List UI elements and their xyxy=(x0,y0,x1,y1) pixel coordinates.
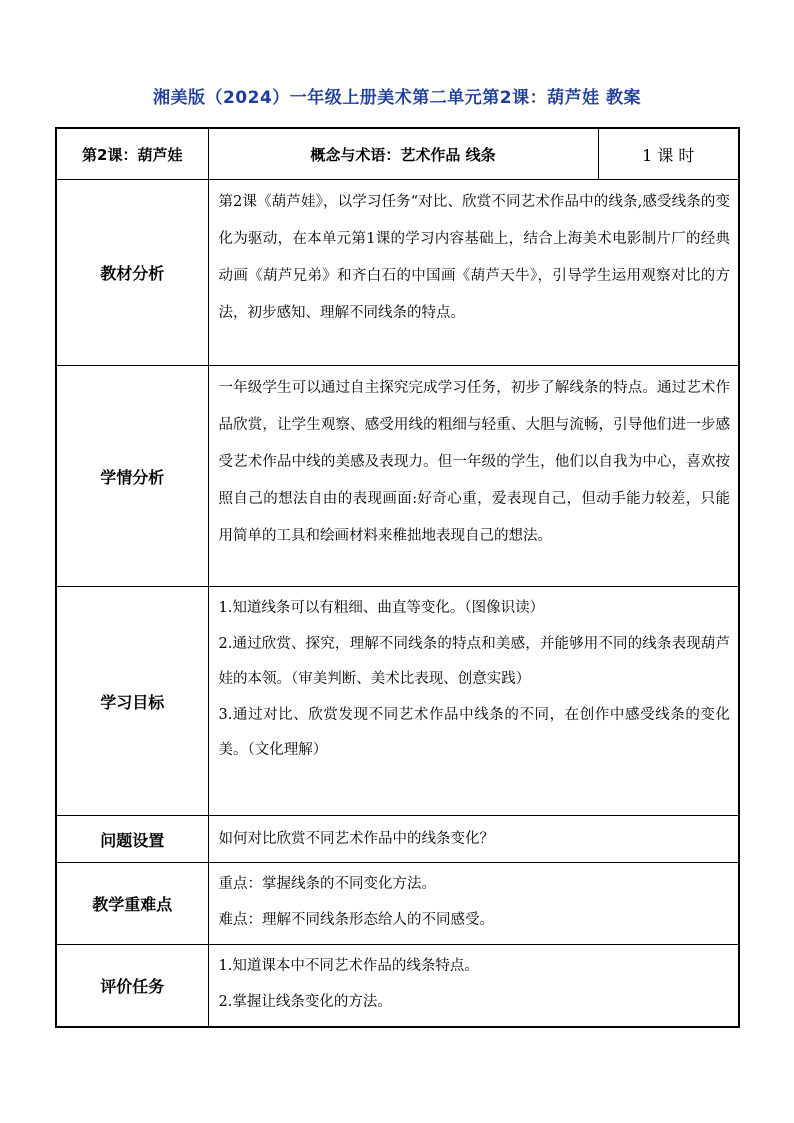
lesson-plan-table xyxy=(55,127,740,1028)
row-textbook-analysis xyxy=(56,180,739,366)
content-paragraph: 1.知道课本中不同艺术作品的线条特点。 xyxy=(218,958,479,974)
row-key-difficult-points xyxy=(56,863,739,945)
row-content xyxy=(208,945,739,1028)
row-content xyxy=(208,180,739,366)
content-paragraph: 3.通过对比、欣赏发现不同艺术作品中线条的不同，在创作中感受线条的变化美。（文化理解） xyxy=(218,706,730,758)
content-paragraph: 如何对比欣赏不同艺术作品中的线条变化？ xyxy=(218,831,494,847)
content-paragraph: 难点：理解不同线条形态给人的不同感受。 xyxy=(218,911,494,928)
header-row xyxy=(56,128,739,180)
row-learning-goals xyxy=(56,587,739,816)
row-evaluation-tasks xyxy=(56,945,739,1028)
row-content xyxy=(208,863,739,945)
content-paragraph: 一年级学生可以通过自主探究完成学习任务，初步了解线条的特点。通过艺术作品欣赏，让学生观察、感受用线的粗细与轻重、大胆与流畅，引导他们进一步感受艺术作品中线的美感及表现力。但一年级的学生，他们以自我为中心，喜欢按照自己的想法自由的表现画面:好奇心重，爱表现自己，但动手能力较差，只能用简单的工具和绘画材料来稚拙地表现自己的想法。 xyxy=(218,380,730,544)
document-title: 湘美版（2024）一年级上册美术第二单元第2课：葫芦娃 教案 xyxy=(152,88,642,108)
row-label: 评价任务 xyxy=(56,945,208,1028)
row-content xyxy=(208,816,739,863)
concepts-cell: 概念与术语：艺术作品 线条 xyxy=(208,128,598,180)
row-label: 问题设置 xyxy=(56,816,208,863)
row-label: 教学重难点 xyxy=(56,863,208,945)
content-paragraph: 2.掌握让线条变化的方法。 xyxy=(218,993,392,1010)
row-student-analysis xyxy=(56,366,739,587)
row-label: 学情分析 xyxy=(56,366,208,587)
content-paragraph: 第2课《葫芦娃》，以学习任务“对比、欣赏不同艺术作品中的线条,感受线条的变化为驱动，在本单元第1课的学习内容基础上，结合上海美术电影制片厂的经典动画《葫芦兄弟》和齐白石的中国画《葫芦天牛》，引导学生运用观察对比的方法，初步感知、理解不同线条的特点。 xyxy=(218,194,730,321)
row-content xyxy=(208,366,739,587)
row-label: 学习目标 xyxy=(56,587,208,816)
content-paragraph: 重点：掌握线条的不同变化方法。 xyxy=(218,876,436,892)
content-paragraph: 1.知道线条可以有粗细、曲直等变化。（图像识读） xyxy=(218,600,545,616)
row-content xyxy=(208,587,739,816)
content-paragraph: 2.通过欣赏、探究，理解不同线条的特点和美感，并能够用不同的线条表现葫芦娃的本领。（审美判断、美术比表现、创意实践） xyxy=(218,635,730,687)
class-hours-cell: 1 课 时 xyxy=(598,128,739,180)
row-question xyxy=(56,816,739,863)
row-label: 教材分析 xyxy=(56,180,208,366)
lesson-name-cell: 第2课：葫芦娃 xyxy=(56,128,208,180)
